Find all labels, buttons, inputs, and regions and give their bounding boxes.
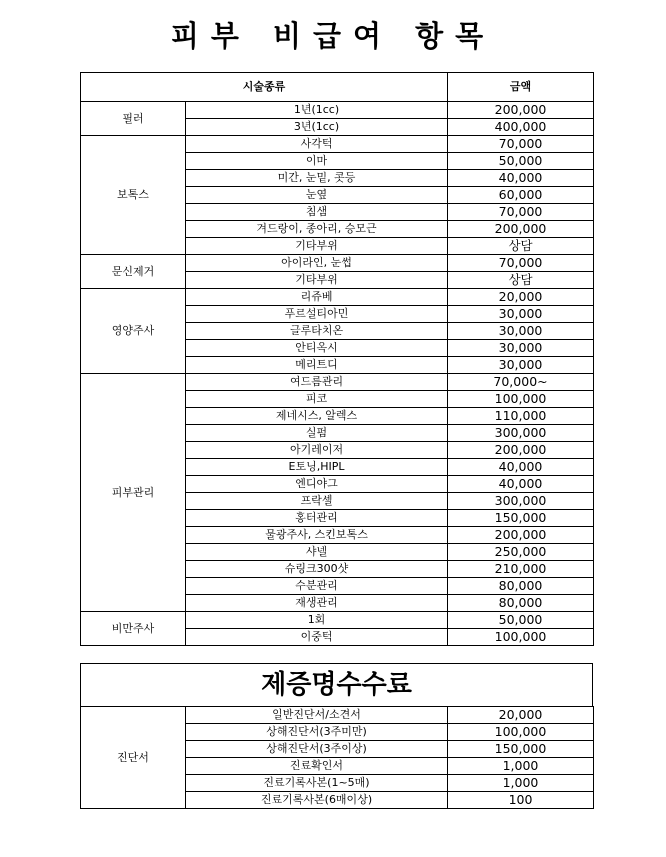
price-cell: 30,000 <box>448 306 594 323</box>
price-cell: 40,000 <box>448 459 594 476</box>
service-name-cell: 1년(1cc) <box>186 102 448 119</box>
price-cell: 210,000 <box>448 561 594 578</box>
service-name-cell: 사각턱 <box>186 136 448 153</box>
service-name-cell: E토닝,HIPL <box>186 459 448 476</box>
service-name-cell: 프락셀 <box>186 493 448 510</box>
price-cell: 80,000 <box>448 595 594 612</box>
price-cell: 110,000 <box>448 408 594 425</box>
service-name-cell: 슈링크300샷 <box>186 561 448 578</box>
table-row <box>81 707 594 724</box>
category-cell: 비만주사 <box>81 612 186 646</box>
price-cell: 80,000 <box>448 578 594 595</box>
category-cell: 진단서 <box>81 707 186 809</box>
price-cell: 50,000 <box>448 153 594 170</box>
service-name-cell: 푸르설티아민 <box>186 306 448 323</box>
service-name-cell: 메리트디 <box>186 357 448 374</box>
price-cell: 400,000 <box>448 119 594 136</box>
price-cell: 100,000 <box>448 629 594 646</box>
service-name-cell: 제네시스, 알렉스 <box>186 408 448 425</box>
service-name-cell: 기타부위 <box>186 272 448 289</box>
price-cell: 100 <box>448 792 594 809</box>
service-name-cell: 진료기록사본(6매이상) <box>186 792 448 809</box>
price-cell: 상담 <box>448 272 594 289</box>
table-row <box>81 289 594 306</box>
price-cell: 1,000 <box>448 775 594 792</box>
price-cell: 30,000 <box>448 357 594 374</box>
service-name-cell: 아이라인, 눈썹 <box>186 255 448 272</box>
table-header-row <box>81 73 594 102</box>
price-cell: 40,000 <box>448 170 594 187</box>
header-service: 시술종류 <box>81 73 448 102</box>
price-cell: 70,000~ <box>448 374 594 391</box>
category-cell: 문신제거 <box>81 255 186 289</box>
service-name-cell: 겨드랑이, 종아리, 승모근 <box>186 221 448 238</box>
price-cell: 300,000 <box>448 425 594 442</box>
service-name-cell: 리쥬베 <box>186 289 448 306</box>
service-name-cell: 1회 <box>186 612 448 629</box>
service-name-cell: 상해진단서(3주이상) <box>186 741 448 758</box>
price-cell: 200,000 <box>448 527 594 544</box>
price-cell: 100,000 <box>448 391 594 408</box>
price-cell: 100,000 <box>448 724 594 741</box>
service-name-cell: 진료확인서 <box>186 758 448 775</box>
service-name-cell: 수분관리 <box>186 578 448 595</box>
service-name-cell: 일반진단서/소견서 <box>186 707 448 724</box>
price-cell: 20,000 <box>448 707 594 724</box>
fees-title: 제증명수수료 <box>80 663 593 707</box>
price-cell: 50,000 <box>448 612 594 629</box>
price-cell: 200,000 <box>448 442 594 459</box>
service-name-cell: 안티옥시 <box>186 340 448 357</box>
service-name-cell: 실펌 <box>186 425 448 442</box>
service-name-cell: 기타부위 <box>186 238 448 255</box>
fees-table <box>80 706 594 809</box>
price-cell: 상담 <box>448 238 594 255</box>
price-cell: 150,000 <box>448 741 594 758</box>
service-name-cell: 상해진단서(3주미만) <box>186 724 448 741</box>
table-row <box>81 136 594 153</box>
service-name-cell: 진료기록사본(1~5매) <box>186 775 448 792</box>
table-row <box>81 255 594 272</box>
service-name-cell: 피코 <box>186 391 448 408</box>
price-cell: 70,000 <box>448 204 594 221</box>
service-name-cell: 아기레이저 <box>186 442 448 459</box>
price-table <box>80 72 594 646</box>
price-cell: 300,000 <box>448 493 594 510</box>
price-cell: 200,000 <box>448 221 594 238</box>
service-name-cell: 침샘 <box>186 204 448 221</box>
service-name-cell: 샤넬 <box>186 544 448 561</box>
header-price: 금액 <box>448 73 594 102</box>
page-title: 피부 비급여 항목 <box>170 19 496 53</box>
service-name-cell: 물광주사, 스킨보톡스 <box>186 527 448 544</box>
service-name-cell: 엔디야그 <box>186 476 448 493</box>
category-cell: 피부관리 <box>81 374 186 612</box>
table-row <box>81 102 594 119</box>
service-name-cell: 미간, 눈밑, 콧등 <box>186 170 448 187</box>
service-name-cell: 이중턱 <box>186 629 448 646</box>
price-cell: 70,000 <box>448 255 594 272</box>
service-name-cell: 재생관리 <box>186 595 448 612</box>
price-table-body <box>81 102 594 646</box>
service-name-cell: 3년(1cc) <box>186 119 448 136</box>
table-row <box>81 612 594 629</box>
price-cell: 200,000 <box>448 102 594 119</box>
price-cell: 250,000 <box>448 544 594 561</box>
service-name-cell: 이마 <box>186 153 448 170</box>
category-cell: 필러 <box>81 102 186 136</box>
table-row <box>81 374 594 391</box>
category-cell: 영양주사 <box>81 289 186 374</box>
price-cell: 60,000 <box>448 187 594 204</box>
price-cell: 70,000 <box>448 136 594 153</box>
service-name-cell: 홍터관리 <box>186 510 448 527</box>
category-cell: 보톡스 <box>81 136 186 255</box>
price-cell: 150,000 <box>448 510 594 527</box>
price-cell: 1,000 <box>448 758 594 775</box>
fees-table-body <box>81 707 594 809</box>
price-cell: 40,000 <box>448 476 594 493</box>
price-cell: 30,000 <box>448 323 594 340</box>
service-name-cell: 여드름관리 <box>186 374 448 391</box>
price-cell: 30,000 <box>448 340 594 357</box>
price-cell: 20,000 <box>448 289 594 306</box>
service-name-cell: 글루타치온 <box>186 323 448 340</box>
service-name-cell: 눈옆 <box>186 187 448 204</box>
